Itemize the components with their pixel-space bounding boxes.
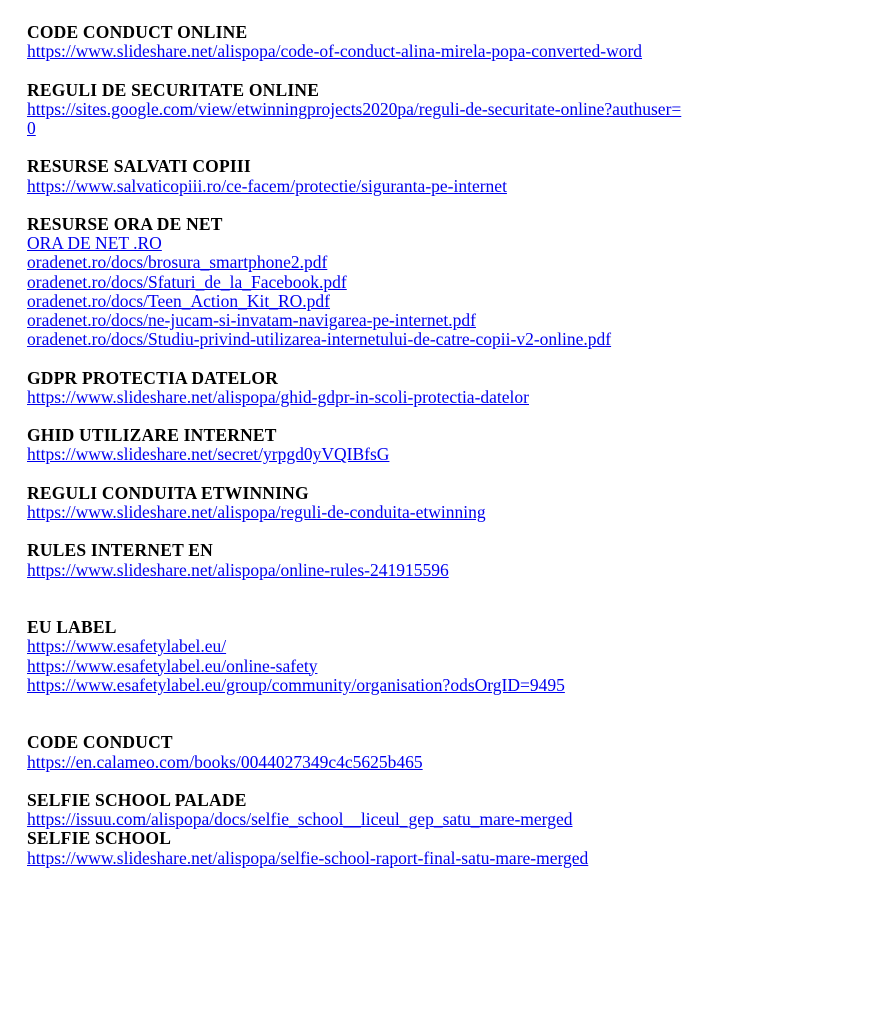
section-heading: RULES INTERNET EN	[27, 540, 213, 561]
section-heading: CODE CONDUCT	[27, 732, 173, 753]
section-link[interactable]: oradenet.ro/docs/brosura_smartphone2.pdf	[27, 252, 328, 273]
section-link[interactable]: https://www.esafetylabel.eu/online-safety	[27, 655, 318, 676]
section-link[interactable]: https://www.esafetylabel.eu/	[27, 636, 227, 657]
section-heading: GHID UTILIZARE INTERNET	[27, 425, 277, 446]
section-link[interactable]: https://www.slideshare.net/alispopa/reguli-de-conduita-etwinning	[27, 501, 486, 522]
section-heading: CODE CONDUCT ONLINE	[27, 22, 248, 42]
section-link[interactable]: https://www.slideshare.net/alispopa/code-of-conduct-alina-mirela-popa-converted-word	[27, 41, 643, 62]
section-rules-internet-en	[27, 541, 877, 579]
section-heading: SELFIE SCHOOL PALADE	[27, 789, 247, 810]
document-page	[27, 23, 877, 868]
section-link[interactable]: https://www.slideshare.net/secret/yrpgd0yVQIBfsG	[27, 444, 390, 465]
section-link[interactable]: ORA DE NET .RO	[27, 233, 162, 254]
section-eu-label	[27, 618, 877, 695]
section-link[interactable]: https://www.salvaticopiii.ro/ce-facem/protectie/siguranta-pe-internet	[27, 175, 507, 196]
section-code-conduct	[27, 733, 877, 771]
section-link[interactable]: https://www.esafetylabel.eu/group/community/organisation?odsOrgID=9495	[27, 674, 565, 695]
section-gdpr-protectia-datelor	[27, 369, 877, 407]
section-heading: RESURSE ORA DE NET	[27, 213, 223, 234]
section-resurse-salvati-copiii	[27, 157, 877, 195]
section-link[interactable]: oradenet.ro/docs/Studiu-privind-utilizarea-internetului-de-catre-copii-v2-online.pdf	[27, 329, 612, 350]
section-link[interactable]: oradenet.ro/docs/Teen_Action_Kit_RO.pdf	[27, 290, 331, 311]
section-link[interactable]: https://www.slideshare.net/alispopa/selfie-school-raport-final-satu-mare-merged	[27, 847, 589, 868]
section-code-conduct-online	[27, 23, 877, 61]
section-heading: RESURSE SALVATI COPIII	[27, 156, 251, 177]
section-reguli-securitate-online	[27, 81, 877, 139]
section-reguli-conduita-etwinning	[27, 484, 877, 522]
section-heading: GDPR PROTECTIA DATELOR	[27, 367, 279, 388]
section-ghid-utilizare-internet	[27, 426, 877, 464]
section-heading: EU LABEL	[27, 617, 117, 638]
section-link[interactable]: https://www.slideshare.net/alispopa/online-rules-241915596	[27, 559, 449, 580]
section-heading: REGULI DE SECURITATE ONLINE	[27, 79, 320, 100]
section-link[interactable]: https://www.slideshare.net/alispopa/ghid-gdpr-in-scoli-protectia-datelor	[27, 386, 529, 407]
section-link[interactable]: https://sites.google.com/view/etwinningprojects2020pa/reguli-de-securitate-online?authuser=0	[27, 98, 682, 138]
section-selfie-school-palade	[27, 791, 877, 829]
section-link[interactable]: https://issuu.com/alispopa/docs/selfie_school__liceul_gep_satu_mare-merged	[27, 809, 573, 830]
section-link[interactable]: https://en.calameo.com/books/0044027349c4c5625b465	[27, 751, 423, 772]
section-link[interactable]: oradenet.ro/docs/ne-jucam-si-invatam-navigarea-pe-internet.pdf	[27, 310, 476, 330]
section-link[interactable]: oradenet.ro/docs/Sfaturi_de_la_Facebook.pdf	[27, 271, 347, 292]
section-heading: SELFIE SCHOOL	[27, 828, 172, 849]
section-resurse-ora-de-net	[27, 215, 877, 349]
section-selfie-school	[27, 829, 877, 867]
section-heading: REGULI CONDUITA ETWINNING	[27, 482, 309, 503]
